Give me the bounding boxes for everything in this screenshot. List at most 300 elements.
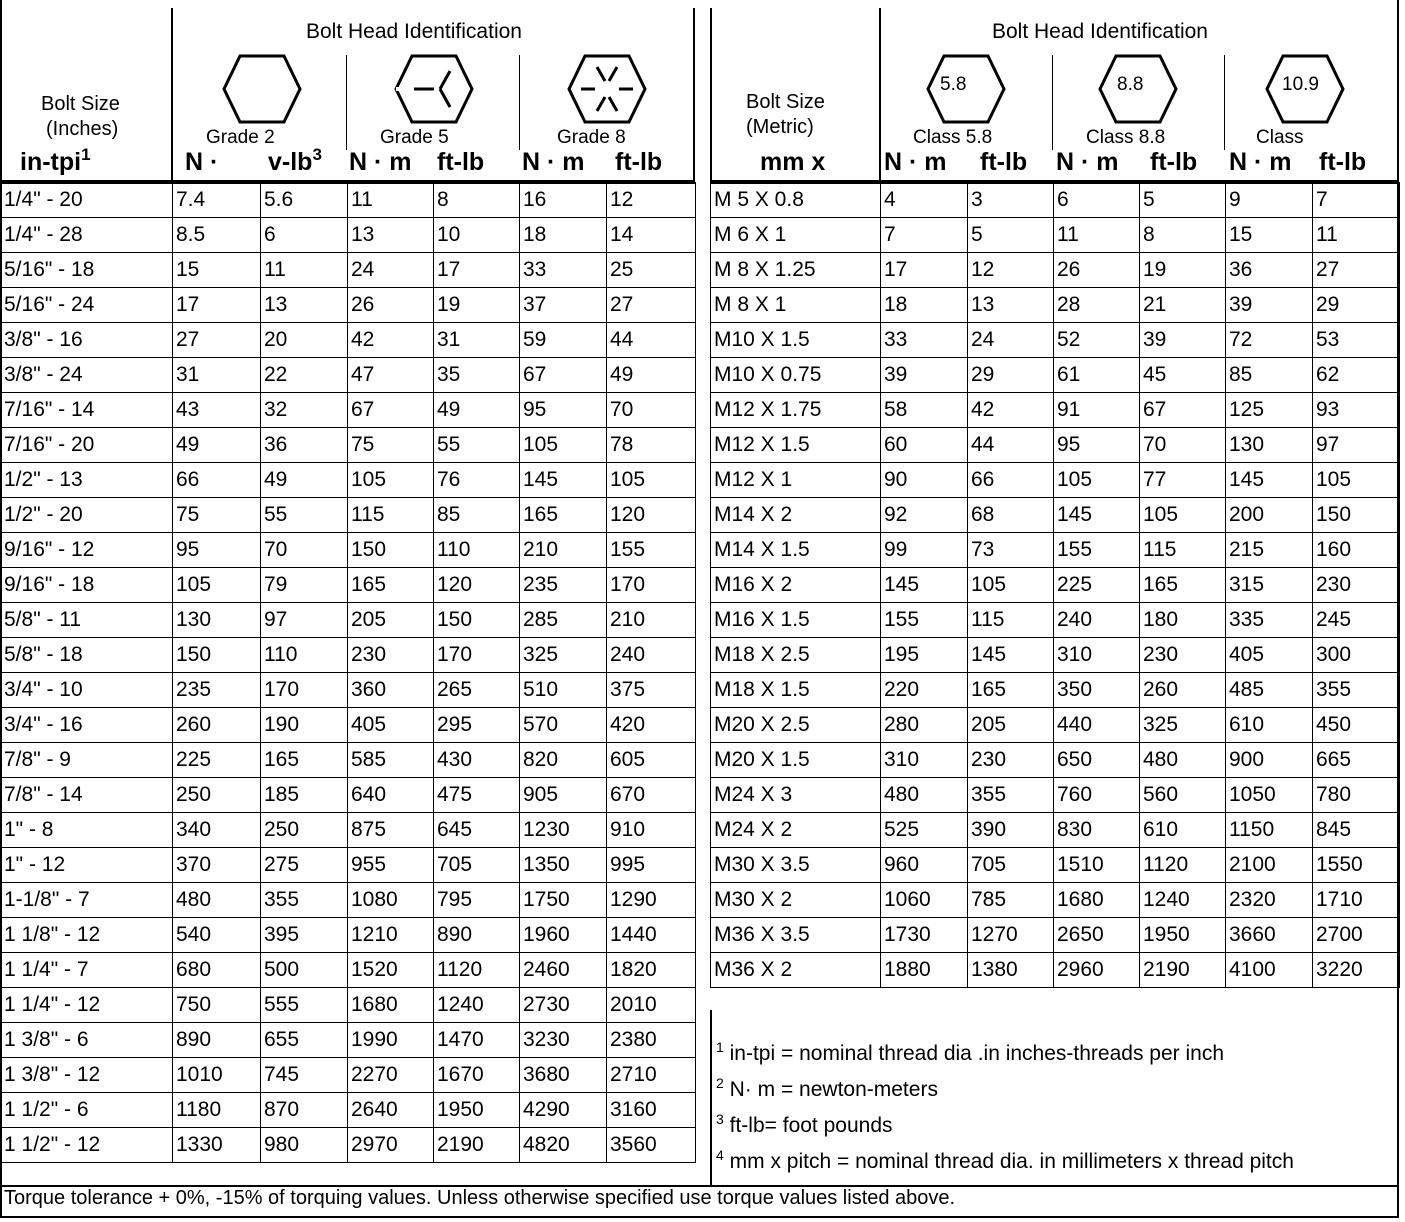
torque-value-cell: 540 — [173, 918, 261, 953]
torque-value-cell: 92 — [881, 498, 968, 533]
torque-value-cell: 510 — [520, 673, 607, 708]
torque-value-cell: 2190 — [1140, 953, 1226, 988]
inch-group-title: Bolt Head Identification — [306, 20, 522, 43]
torque-value-cell: 24 — [348, 253, 434, 288]
torque-value-cell: 525 — [881, 813, 968, 848]
bolt-size-cell: 1 1/2" - 6 — [1, 1093, 173, 1128]
torque-value-cell: 77 — [1140, 463, 1226, 498]
torque-value-cell: 1550 — [1313, 848, 1400, 883]
table-row — [711, 393, 1400, 428]
metric-torque-table — [710, 182, 1400, 988]
table-row — [711, 638, 1400, 673]
torque-value-cell: 150 — [348, 533, 434, 568]
table-row — [1, 813, 696, 848]
bolt-size-cell: M16 X 1.5 — [711, 603, 881, 638]
torque-value-cell: 655 — [261, 1023, 348, 1058]
torque-value-cell: 24 — [968, 323, 1054, 358]
bolt-size-cell: 7/8" - 9 — [1, 743, 173, 778]
torque-value-cell: 145 — [968, 638, 1054, 673]
torque-value-cell: 7.4 — [173, 183, 261, 218]
footnotes — [711, 1010, 1399, 1180]
table-row — [711, 953, 1400, 988]
grade8-label: Grade 8 — [557, 127, 626, 148]
torque-value-cell: 12 — [968, 253, 1054, 288]
torque-value-cell: 105 — [173, 568, 261, 603]
grade8-head-icon — [567, 53, 647, 125]
bolt-size-cell: 7/16" - 20 — [1, 428, 173, 463]
bolt-size-cell: 3/8" - 16 — [1, 323, 173, 358]
torque-value-cell: 845 — [1313, 813, 1400, 848]
torque-value-cell: 15 — [173, 253, 261, 288]
torque-value-cell: 67 — [1140, 393, 1226, 428]
bolt-size-cell: M24 X 3 — [711, 778, 881, 813]
torque-value-cell: 235 — [173, 673, 261, 708]
torque-value-cell: 1680 — [1054, 883, 1140, 918]
grade5-ftlb-unit: ft-lb — [437, 148, 485, 176]
table-row — [711, 498, 1400, 533]
table-row — [711, 288, 1400, 323]
bolt-size-cell: M18 X 2.5 — [711, 638, 881, 673]
torque-value-cell: 200 — [1226, 498, 1313, 533]
torque-value-cell: 220 — [881, 673, 968, 708]
torque-value-cell: 8.5 — [173, 218, 261, 253]
torque-value-cell: 170 — [607, 568, 696, 603]
torque-value-cell: 115 — [1140, 533, 1226, 568]
torque-value-cell: 480 — [881, 778, 968, 813]
torque-value-cell: 95 — [520, 393, 607, 428]
torque-value-cell: 120 — [607, 498, 696, 533]
torque-value-cell: 120 — [434, 568, 520, 603]
table-row — [1, 533, 696, 568]
torque-value-cell: 420 — [607, 708, 696, 743]
metric-size-label: Bolt Size — [746, 91, 825, 113]
torque-value-cell: 185 — [261, 778, 348, 813]
table-row — [711, 743, 1400, 778]
bolt-size-cell: M10 X 1.5 — [711, 323, 881, 358]
torque-value-cell: 1180 — [173, 1093, 261, 1128]
torque-value-cell: 105 — [607, 463, 696, 498]
torque-value-cell: 610 — [1226, 708, 1313, 743]
table-row — [711, 848, 1400, 883]
torque-value-cell: 375 — [607, 673, 696, 708]
bolt-size-cell: 1/4" - 20 — [1, 183, 173, 218]
torque-value-cell: 295 — [434, 708, 520, 743]
torque-value-cell: 1080 — [348, 883, 434, 918]
torque-value-cell: 13 — [348, 218, 434, 253]
torque-value-cell: 145 — [881, 568, 968, 603]
torque-value-cell: 310 — [881, 743, 968, 778]
table-row — [711, 708, 1400, 743]
torque-value-cell: 325 — [1140, 708, 1226, 743]
torque-value-cell: 99 — [881, 533, 968, 568]
torque-value-cell: 2100 — [1226, 848, 1313, 883]
torque-value-cell: 20 — [261, 323, 348, 358]
torque-value-cell: 79 — [261, 568, 348, 603]
torque-value-cell: 4820 — [520, 1128, 607, 1163]
torque-value-cell: 1060 — [881, 883, 968, 918]
torque-value-cell: 67 — [520, 358, 607, 393]
torque-value-cell: 2010 — [607, 988, 696, 1023]
table-row — [711, 883, 1400, 918]
torque-value-cell: 195 — [881, 638, 968, 673]
torque-value-cell: 1990 — [348, 1023, 434, 1058]
torque-value-cell: 2730 — [520, 988, 607, 1023]
torque-value-cell: 17 — [881, 253, 968, 288]
torque-value-cell: 1150 — [1226, 813, 1313, 848]
torque-value-cell: 9 — [1226, 183, 1313, 218]
torque-value-cell: 440 — [1054, 708, 1140, 743]
torque-value-cell: 90 — [881, 463, 968, 498]
torque-value-cell: 73 — [968, 533, 1054, 568]
torque-value-cell: 97 — [1313, 428, 1400, 463]
torque-value-cell: 2190 — [434, 1128, 520, 1163]
torque-value-cell: 18 — [520, 218, 607, 253]
bolt-size-cell: M36 X 3.5 — [711, 918, 881, 953]
class58-head-mark: 5.8 — [940, 74, 967, 95]
torque-value-cell: 145 — [520, 463, 607, 498]
torque-value-cell: 1680 — [348, 988, 434, 1023]
bolt-size-cell: 3/8" - 24 — [1, 358, 173, 393]
torque-value-cell: 6 — [261, 218, 348, 253]
torque-value-cell: 1880 — [881, 953, 968, 988]
torque-value-cell: 610 — [1140, 813, 1226, 848]
table-row — [1, 638, 696, 673]
torque-value-cell: 1710 — [1313, 883, 1400, 918]
torque-value-cell: 2960 — [1054, 953, 1140, 988]
torque-value-cell: 3 — [968, 183, 1054, 218]
torque-value-cell: 245 — [1313, 603, 1400, 638]
class109-head-mark: 10.9 — [1282, 74, 1319, 95]
torque-value-cell: 110 — [261, 638, 348, 673]
torque-value-cell: 955 — [348, 848, 434, 883]
torque-value-cell: 11 — [1054, 218, 1140, 253]
torque-value-cell: 17 — [434, 253, 520, 288]
torque-value-cell: 2460 — [520, 953, 607, 988]
torque-value-cell: 37 — [520, 288, 607, 323]
torque-value-cell: 27 — [607, 288, 696, 323]
table-row — [1, 288, 696, 323]
torque-value-cell: 340 — [173, 813, 261, 848]
torque-value-cell: 105 — [520, 428, 607, 463]
torque-value-cell: 1950 — [434, 1093, 520, 1128]
torque-value-cell: 1670 — [434, 1058, 520, 1093]
torque-value-cell: 705 — [434, 848, 520, 883]
torque-value-cell: 405 — [1226, 638, 1313, 673]
torque-value-cell: 360 — [348, 673, 434, 708]
bolt-size-cell: 9/16" - 18 — [1, 568, 173, 603]
bolt-size-cell: 1 3/8" - 12 — [1, 1058, 173, 1093]
table-row — [1, 218, 696, 253]
bolt-size-cell: M20 X 1.5 — [711, 743, 881, 778]
torque-value-cell: 150 — [173, 638, 261, 673]
torque-value-cell: 3220 — [1313, 953, 1400, 988]
bolt-size-cell: M20 X 2.5 — [711, 708, 881, 743]
torque-value-cell: 1120 — [1140, 848, 1226, 883]
inch-size-label: Bolt Size — [41, 93, 120, 115]
torque-value-cell: 250 — [173, 778, 261, 813]
torque-value-cell: 275 — [261, 848, 348, 883]
torque-value-cell: 205 — [348, 603, 434, 638]
class58-label: Class 5.8 — [913, 127, 993, 148]
grade5-label: Grade 5 — [380, 127, 449, 148]
grade2-nm-unit: N · — [185, 148, 219, 176]
torque-value-cell: 130 — [173, 603, 261, 638]
torque-value-cell: 240 — [1054, 603, 1140, 638]
torque-value-cell: 145 — [1054, 498, 1140, 533]
class58-ftlb-unit: ft-lb — [980, 148, 1028, 176]
torque-value-cell: 1730 — [881, 918, 968, 953]
table-row — [1, 428, 696, 463]
torque-value-cell: 480 — [1140, 743, 1226, 778]
torque-value-cell: 1240 — [434, 988, 520, 1023]
torque-value-cell: 645 — [434, 813, 520, 848]
torque-value-cell: 5 — [1140, 183, 1226, 218]
torque-value-cell: 7 — [881, 218, 968, 253]
torque-value-cell: 155 — [1054, 533, 1140, 568]
torque-value-cell: 8 — [434, 183, 520, 218]
torque-value-cell: 1240 — [1140, 883, 1226, 918]
bolt-size-cell: M12 X 1.5 — [711, 428, 881, 463]
table-row — [1, 708, 696, 743]
table-row — [1, 183, 696, 218]
torque-value-cell: 485 — [1226, 673, 1313, 708]
bolt-size-cell: 1/2" - 13 — [1, 463, 173, 498]
torque-value-cell: 11 — [348, 183, 434, 218]
torque-value-cell: 115 — [968, 603, 1054, 638]
table-row — [1, 743, 696, 778]
torque-value-cell: 16 — [520, 183, 607, 218]
torque-value-cell: 105 — [348, 463, 434, 498]
torque-value-cell: 21 — [1140, 288, 1226, 323]
torque-value-cell: 215 — [1226, 533, 1313, 568]
torque-value-cell: 7 — [1313, 183, 1400, 218]
torque-value-cell: 355 — [1313, 673, 1400, 708]
torque-tolerance-note: Torque tolerance + 0%, -15% of torquing values. Unless otherwise specified use torque values listed above. — [4, 1187, 956, 1209]
torque-value-cell: 370 — [173, 848, 261, 883]
footnote: $^2$ N· m = newton-meters — [716, 1075, 938, 1101]
bolt-size-cell: 1 1/4" - 7 — [1, 953, 173, 988]
grade8-nm-unit: N · m — [522, 148, 585, 176]
torque-value-cell: 310 — [1054, 638, 1140, 673]
torque-value-cell: 910 — [607, 813, 696, 848]
inch-col-units: in-tpi$^1$ — [20, 145, 91, 176]
table-row — [711, 218, 1400, 253]
torque-value-cell: 785 — [968, 883, 1054, 918]
torque-value-cell: 6 — [1054, 183, 1140, 218]
torque-value-cell: 59 — [520, 323, 607, 358]
metric-group-title: Bolt Head Identification — [992, 20, 1208, 43]
torque-value-cell: 70 — [261, 533, 348, 568]
torque-value-cell: 36 — [261, 428, 348, 463]
torque-value-cell: 49 — [607, 358, 696, 393]
torque-value-cell: 665 — [1313, 743, 1400, 778]
torque-value-cell: 8 — [1140, 218, 1226, 253]
bolt-size-cell: 1" - 8 — [1, 813, 173, 848]
torque-value-cell: 26 — [1054, 253, 1140, 288]
torque-value-cell: 97 — [261, 603, 348, 638]
bolt-size-cell: M 6 X 1 — [711, 218, 881, 253]
torque-value-cell: 52 — [1054, 323, 1140, 358]
torque-value-cell: 13 — [968, 288, 1054, 323]
torque-value-cell: 5.6 — [261, 183, 348, 218]
torque-value-cell: 93 — [1313, 393, 1400, 428]
table-row — [1, 953, 696, 988]
torque-value-cell: 390 — [968, 813, 1054, 848]
table-row — [711, 778, 1400, 813]
torque-value-cell: 160 — [1313, 533, 1400, 568]
torque-value-cell: 95 — [1054, 428, 1140, 463]
torque-value-cell: 75 — [348, 428, 434, 463]
torque-value-cell: 165 — [348, 568, 434, 603]
table-row — [1, 883, 696, 918]
torque-value-cell: 31 — [434, 323, 520, 358]
torque-value-cell: 33 — [520, 253, 607, 288]
torque-value-cell: 1050 — [1226, 778, 1313, 813]
torque-value-cell: 745 — [261, 1058, 348, 1093]
torque-value-cell: 62 — [1313, 358, 1400, 393]
torque-value-cell: 53 — [1313, 323, 1400, 358]
torque-value-cell: 1520 — [348, 953, 434, 988]
torque-value-cell: 3660 — [1226, 918, 1313, 953]
torque-value-cell: 890 — [173, 1023, 261, 1058]
table-row — [711, 323, 1400, 358]
torque-value-cell: 19 — [1140, 253, 1226, 288]
inch-size-label-units: (Inches) — [46, 118, 119, 140]
bolt-size-cell: 1-1/8" - 7 — [1, 883, 173, 918]
torque-value-cell: 95 — [173, 533, 261, 568]
torque-value-cell: 155 — [881, 603, 968, 638]
torque-value-cell: 1440 — [607, 918, 696, 953]
torque-value-cell: 1010 — [173, 1058, 261, 1093]
torque-value-cell: 225 — [1054, 568, 1140, 603]
torque-value-cell: 150 — [434, 603, 520, 638]
torque-value-cell: 58 — [881, 393, 968, 428]
torque-value-cell: 4290 — [520, 1093, 607, 1128]
torque-value-cell: 14 — [607, 218, 696, 253]
torque-value-cell: 125 — [1226, 393, 1313, 428]
table-row — [1, 1023, 696, 1058]
torque-value-cell: 165 — [968, 673, 1054, 708]
torque-value-cell: 875 — [348, 813, 434, 848]
bolt-size-cell: 9/16" - 12 — [1, 533, 173, 568]
torque-value-cell: 70 — [607, 393, 696, 428]
torque-value-cell: 19 — [434, 288, 520, 323]
torque-value-cell: 355 — [261, 883, 348, 918]
torque-value-cell: 830 — [1054, 813, 1140, 848]
torque-value-cell: 115 — [348, 498, 434, 533]
table-row — [1, 323, 696, 358]
table-row — [1, 778, 696, 813]
torque-value-cell: 1820 — [607, 953, 696, 988]
bolt-size-cell: 5/16" - 18 — [1, 253, 173, 288]
torque-value-cell: 1950 — [1140, 918, 1226, 953]
torque-value-cell: 12 — [607, 183, 696, 218]
torque-value-cell: 995 — [607, 848, 696, 883]
class109-nm-unit: N · m — [1229, 148, 1292, 176]
bolt-size-cell: 7/8" - 14 — [1, 778, 173, 813]
table-row — [1, 358, 696, 393]
torque-value-cell: 335 — [1226, 603, 1313, 638]
torque-value-cell: 47 — [348, 358, 434, 393]
torque-value-cell: 265 — [434, 673, 520, 708]
torque-value-cell: 70 — [1140, 428, 1226, 463]
torque-value-cell: 155 — [607, 533, 696, 568]
torque-value-cell: 240 — [607, 638, 696, 673]
table-row — [711, 358, 1400, 393]
torque-value-cell: 39 — [881, 358, 968, 393]
torque-value-cell: 3560 — [607, 1128, 696, 1163]
torque-value-cell: 29 — [968, 358, 1054, 393]
torque-value-cell: 1750 — [520, 883, 607, 918]
table-row — [1, 1128, 696, 1163]
grade2-head-icon — [222, 53, 302, 125]
torque-value-cell: 4100 — [1226, 953, 1313, 988]
torque-value-cell: 2970 — [348, 1128, 434, 1163]
torque-value-cell: 55 — [261, 498, 348, 533]
torque-value-cell: 10 — [434, 218, 520, 253]
torque-value-cell: 1330 — [173, 1128, 261, 1163]
torque-value-cell: 325 — [520, 638, 607, 673]
table-row — [711, 918, 1400, 953]
table-row — [711, 428, 1400, 463]
torque-value-cell: 450 — [1313, 708, 1400, 743]
torque-value-cell: 260 — [1140, 673, 1226, 708]
bolt-size-cell: 5/8" - 11 — [1, 603, 173, 638]
torque-value-cell: 280 — [881, 708, 968, 743]
table-row — [711, 673, 1400, 708]
torque-value-cell: 500 — [261, 953, 348, 988]
table-row — [1, 673, 696, 708]
torque-value-cell: 795 — [434, 883, 520, 918]
grade8-ftlb-unit: ft-lb — [615, 148, 663, 176]
torque-value-cell: 42 — [968, 393, 1054, 428]
torque-value-cell: 11 — [261, 253, 348, 288]
torque-value-cell: 650 — [1054, 743, 1140, 778]
torque-value-cell: 480 — [173, 883, 261, 918]
torque-value-cell: 55 — [434, 428, 520, 463]
torque-value-cell: 905 — [520, 778, 607, 813]
table-row — [1, 568, 696, 603]
bolt-size-cell: M14 X 1.5 — [711, 533, 881, 568]
torque-value-cell: 405 — [348, 708, 434, 743]
class88-ftlb-unit: ft-lb — [1150, 148, 1198, 176]
torque-value-cell: 230 — [968, 743, 1054, 778]
torque-value-cell: 61 — [1054, 358, 1140, 393]
class88-nm-unit: N · m — [1056, 148, 1119, 176]
torque-value-cell: 560 — [1140, 778, 1226, 813]
torque-value-cell: 150 — [1313, 498, 1400, 533]
torque-value-cell: 165 — [520, 498, 607, 533]
bolt-size-cell: 5/16" - 24 — [1, 288, 173, 323]
bolt-size-cell: 1 1/8" - 12 — [1, 918, 173, 953]
torque-value-cell: 145 — [1226, 463, 1313, 498]
torque-value-cell: 49 — [434, 393, 520, 428]
table-row — [1, 253, 696, 288]
torque-value-cell: 72 — [1226, 323, 1313, 358]
metric-col-units: mm x — [760, 148, 826, 176]
torque-value-cell: 2650 — [1054, 918, 1140, 953]
table-row — [711, 253, 1400, 288]
torque-value-cell: 11 — [1313, 218, 1400, 253]
grade2-vlb-unit: $v-lb^3$ — [268, 145, 322, 176]
torque-value-cell: 820 — [520, 743, 607, 778]
table-row — [711, 813, 1400, 848]
grade5-nm-unit: N · m — [349, 148, 412, 176]
torque-value-cell: 49 — [173, 428, 261, 463]
torque-value-cell: 3230 — [520, 1023, 607, 1058]
torque-value-cell: 33 — [881, 323, 968, 358]
torque-value-cell: 670 — [607, 778, 696, 813]
